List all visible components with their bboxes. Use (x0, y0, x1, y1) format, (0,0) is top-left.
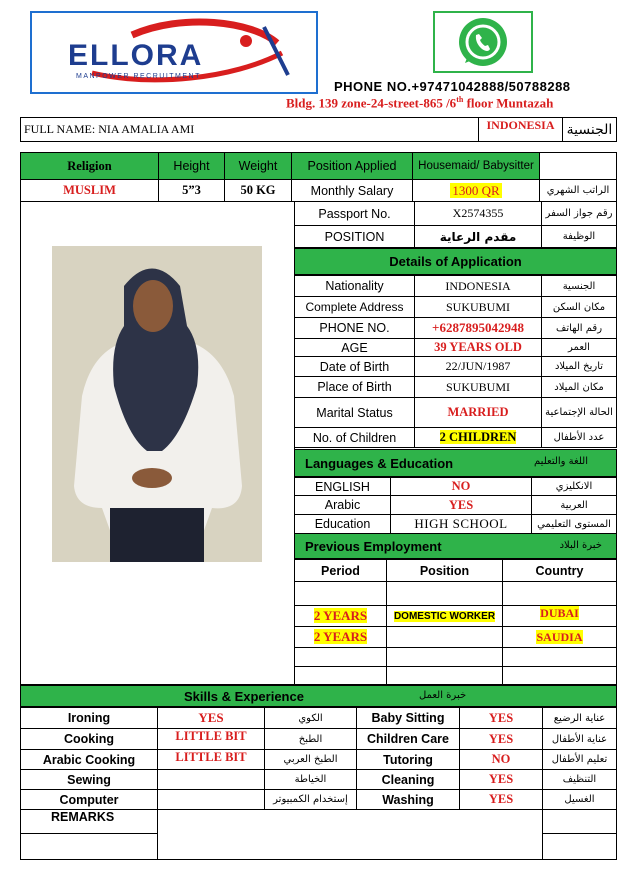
languages-table (294, 477, 617, 534)
arabic-label: Arabic (295, 496, 391, 515)
logo-wordmark: ELLORA (68, 39, 204, 72)
top-header-empty (540, 153, 617, 180)
remarks-row (21, 810, 617, 834)
age-label: AGE (295, 339, 415, 357)
tutoring-label: Tutoring (357, 750, 460, 770)
height-value: 5”3 (159, 180, 225, 202)
remarks-value (158, 810, 543, 834)
language-row (295, 515, 617, 534)
washing-label: Washing (357, 790, 460, 810)
position-value: مقدم الرعاية (415, 226, 542, 248)
passport-ar: رقم جواز السفر (542, 202, 617, 226)
dob-label: Date of Birth (295, 357, 415, 377)
skills-title-text: Skills & Experience (184, 689, 304, 704)
detail-row (295, 357, 617, 377)
children-label: No. of Children (295, 428, 415, 448)
computer-label: Computer (21, 790, 158, 810)
english-value: NO (391, 478, 532, 496)
cooking-ar: الطبخ (265, 729, 357, 750)
ironing-label: Ironing (21, 708, 158, 729)
remarks-empty (21, 834, 158, 860)
header-address (286, 95, 553, 111)
person-silhouette-icon (52, 246, 262, 562)
skill-row (21, 729, 617, 750)
computer-value (158, 790, 265, 810)
position-ar: الوظيفة (542, 226, 617, 248)
country-value-text: DUBAI (540, 606, 579, 620)
ironing-value: YES (158, 708, 265, 729)
emp-position-value-text: DOMESTIC WORKER (393, 610, 496, 622)
children-care-value: YES (460, 729, 543, 750)
remarks-row-2 (21, 834, 617, 860)
detail-row (295, 377, 617, 398)
detail-row (295, 428, 617, 448)
logo-tagline: MANPOWER RECRUITMENT (76, 73, 201, 80)
washing-value: YES (460, 790, 543, 810)
empty-cell (295, 648, 387, 667)
name-nationality-ar: الجنسية (563, 118, 617, 142)
empty-cell (295, 667, 387, 685)
baby-sitting-ar: عناية الرضيع (543, 708, 617, 729)
dob-value: 22/JUN/1987 (415, 357, 542, 377)
detail-row (295, 297, 617, 318)
pob-ar: مكان الميلاد (542, 377, 617, 398)
skill-row (21, 708, 617, 729)
skills-title-ar: خبرة العمل (419, 690, 467, 701)
height-header: Height (159, 153, 225, 180)
weight-value: 50 KG (225, 180, 292, 202)
skills-table (20, 707, 617, 860)
english-label: ENGLISH (295, 478, 391, 496)
children-value (415, 428, 542, 448)
sewing-ar: الخياطة (265, 770, 357, 790)
phone-ar: رقم الهاتف (542, 318, 617, 339)
full-name-value: NIA AMALIA AMI (98, 122, 195, 136)
skill-row (21, 750, 617, 770)
education-value: HIGH SCHOOL (391, 515, 532, 534)
children-care-ar: عناية الأطفال (543, 729, 617, 750)
language-row (295, 496, 617, 515)
arabic-ar: العربية (532, 496, 617, 515)
position-row (295, 226, 617, 248)
full-name-cell (21, 118, 479, 142)
detail-row (295, 339, 617, 357)
salary-ar: الراتب الشهري (540, 180, 617, 202)
children-care-label: Children Care (357, 729, 460, 750)
empty-cell (503, 648, 617, 667)
remarks-empty (543, 834, 617, 860)
empty-cell (295, 582, 387, 606)
baby-sitting-value: YES (460, 708, 543, 729)
salary-value (413, 180, 540, 202)
employment-title-text: Previous Employment (305, 539, 442, 554)
country-value (503, 627, 617, 648)
language-row (295, 478, 617, 496)
nationality-value: INDONESIA (415, 276, 542, 297)
position-label: POSITION (295, 226, 415, 248)
position-applied-header: Position Applied (292, 153, 413, 180)
employment-row (295, 627, 617, 648)
address-end: floor Muntazah (463, 95, 554, 111)
languages-title-text: Languages & Education (305, 456, 454, 471)
whatsapp-badge (433, 11, 533, 73)
employment-row (295, 606, 617, 627)
empty-cell (503, 582, 617, 606)
arabic-value: YES (391, 496, 532, 515)
english-ar: الانكليزي (532, 478, 617, 496)
employment-empty-row (295, 582, 617, 606)
sewing-value (158, 770, 265, 790)
languages-title (294, 449, 617, 477)
details-title: Details of Application (294, 248, 617, 275)
ironing-ar: الكوي (265, 708, 357, 729)
education-label: Education (295, 515, 391, 534)
employment-title (294, 533, 617, 559)
empty-cell (387, 582, 503, 606)
nationality-ar: الجنسية (542, 276, 617, 297)
weight-header: Weight (225, 153, 292, 180)
employment-title-ar: خبرة البلاد (559, 540, 602, 551)
skill-row (21, 770, 617, 790)
address-ar: مكان السكن (542, 297, 617, 318)
emp-position-value (387, 627, 503, 648)
top-values-row (21, 180, 617, 202)
header-phone: PHONE NO.+97471042888/50788288 (334, 79, 571, 94)
tutoring-value: NO (460, 750, 543, 770)
applicant-photo (52, 246, 262, 562)
employment-table (294, 559, 617, 685)
nationality-label: Nationality (295, 276, 415, 297)
detail-row (295, 318, 617, 339)
period-value-text: 2 YEARS (313, 629, 368, 644)
name-nationality-value: INDONESIA (479, 118, 563, 142)
country-value-text: SAUDIA (536, 629, 583, 644)
details-table (294, 275, 617, 448)
detail-row (295, 276, 617, 297)
full-name-label: FULL NAME: (24, 122, 96, 136)
passport-row (295, 202, 617, 226)
religion-value: MUSLIM (21, 180, 159, 202)
cleaning-value: YES (460, 770, 543, 790)
arabic-cooking-ar: الطبخ العربي (265, 750, 357, 770)
remarks-empty (543, 810, 617, 834)
cleaning-ar: التنظيف (543, 770, 617, 790)
age-value: 39 YEARS OLD (415, 339, 542, 357)
remarks-value-2 (158, 834, 543, 860)
children-ar: عدد الأطفال (542, 428, 617, 448)
arabic-cooking-value: LITTLE BIT (158, 750, 265, 770)
sewing-label: Sewing (21, 770, 158, 790)
country-value (503, 606, 617, 627)
arabic-cooking-label: Arabic Cooking (21, 750, 158, 770)
marital-value: MARRIED (415, 398, 542, 428)
tutoring-ar: تعليم الأطفال (543, 750, 617, 770)
children-value-text: 2 CHILDREN (439, 430, 517, 444)
name-row (20, 117, 617, 142)
passport-value: X2574355 (415, 202, 542, 226)
period-value (295, 606, 387, 627)
marital-ar: الحالة الإجتماعية (542, 398, 617, 428)
period-value (295, 627, 387, 648)
baby-sitting-label: Baby Sitting (357, 708, 460, 729)
emp-position-header: Position (387, 560, 503, 582)
religion-header: Religion (21, 153, 159, 180)
dob-ar: تاريخ الميلاد (542, 357, 617, 377)
pob-value: SUKUBUMI (415, 377, 542, 398)
address-label: Complete Address (295, 297, 415, 318)
empty-cell (387, 667, 503, 685)
detail-row (295, 398, 617, 428)
company-logo (30, 11, 318, 94)
address-main: Bldg. 139 zone-24-street-865 /6 (286, 95, 457, 111)
salary-value-text: 1300 QR (452, 182, 500, 198)
cooking-value: LITTLE BIT (158, 729, 265, 750)
right-top-table (294, 201, 617, 248)
salary-label: Monthly Salary (292, 180, 413, 202)
top-info-table (20, 152, 617, 202)
employment-empty-row (295, 667, 617, 685)
pob-label: Place of Birth (295, 377, 415, 398)
empty-cell (387, 648, 503, 667)
period-header: Period (295, 560, 387, 582)
remarks-label: REMARKS (21, 810, 158, 834)
washing-ar: الغسيل (543, 790, 617, 810)
cleaning-label: Cleaning (357, 770, 460, 790)
position-applied-value: Housemaid/ Babysitter (413, 153, 540, 180)
employment-empty-row (295, 648, 617, 667)
skills-title (20, 685, 617, 707)
age-ar: العمر (542, 339, 617, 357)
whatsapp-icon (435, 13, 531, 71)
marital-label: Marital Status (295, 398, 415, 428)
phone-label: PHONE NO. (295, 318, 415, 339)
empty-cell (503, 667, 617, 685)
address-value: SUKUBUMI (415, 297, 542, 318)
period-value-text: 2 YEARS (313, 608, 368, 623)
address-sup: th (456, 95, 464, 104)
passport-label: Passport No. (295, 202, 415, 226)
phone-value: +6287895042948 (415, 318, 542, 339)
country-header: Country (503, 560, 617, 582)
skill-row (21, 790, 617, 810)
emp-position-value (387, 606, 503, 627)
languages-title-ar: اللغة والتعليم (534, 456, 588, 467)
employment-header-row (295, 560, 617, 582)
cooking-label: Cooking (21, 729, 158, 750)
education-ar: المستوى التعليمي (532, 515, 617, 534)
computer-ar: إستخدام الكمبيوتر (265, 790, 357, 810)
top-header-row (21, 153, 617, 180)
